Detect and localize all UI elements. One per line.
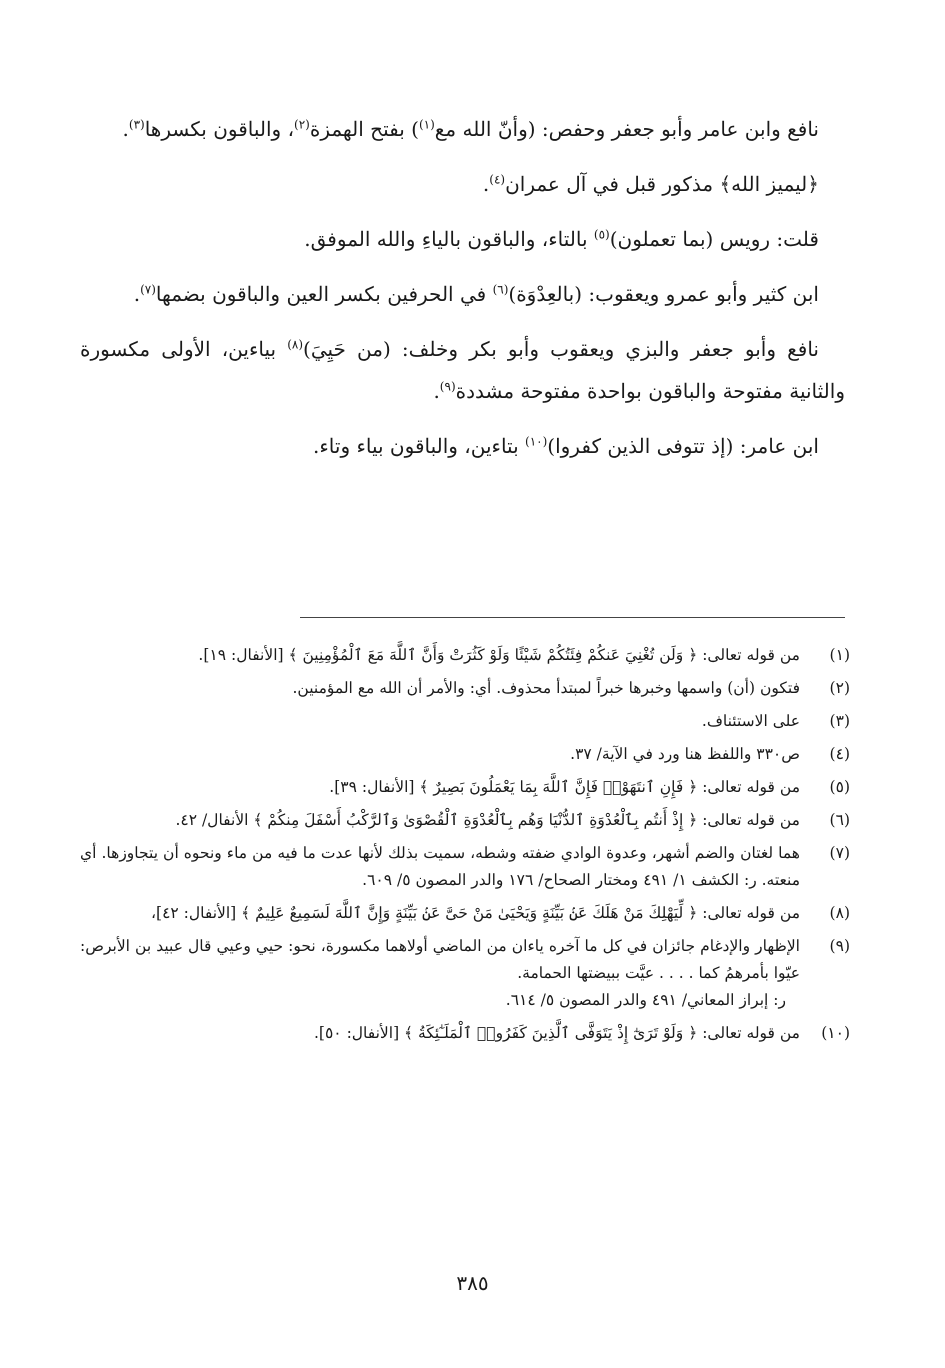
footnote-body [80, 741, 800, 768]
footnote-body [80, 708, 800, 735]
footnote-body [80, 933, 800, 1014]
footnote-ref: (٦) [492, 282, 509, 297]
footnote-ref: (٩) [439, 379, 456, 394]
paragraph-text: ، والباقون بكسرها [144, 117, 295, 141]
footnote-number: (١) [829, 646, 850, 664]
footnote-text: ر: إبراز المعاني/ ٤٩١ والدر المصون ٥/ ٦١٤. [505, 991, 786, 1009]
paragraph-1 [80, 108, 845, 150]
footnote-text: ص٣٣٠ واللفظ هنا ورد في الآية/ ٣٧. [570, 745, 800, 763]
footnote-number: (٢) [829, 679, 850, 697]
footnote-body [80, 1020, 800, 1047]
footnote-text: الإظهار والإدغام جائزان في كل ما آخره ياءان من الماضي أولاهما مكسورة، نحو: حيي وعيي قال عبيد بن الأبرص: عيّوا بأمرهمُ كما . . . . عيَّت ببيضتها الحمامة. [80, 937, 800, 982]
footnote-ref: (٨) [287, 337, 304, 352]
paragraph-text: بياءين، الأولى مكسورة والثانية مفتوحة والباقون بواحدة مفتوحة مشددة [80, 337, 845, 403]
footnote-number: (٣) [829, 712, 850, 730]
footnote-number: (٦) [829, 811, 850, 829]
footnote-number: (٥) [829, 778, 850, 796]
paragraph-text: ) بفتح الهمزة [309, 117, 419, 141]
paragraph-5 [80, 328, 845, 412]
footnote-ref: (٧) [140, 282, 156, 297]
footnote-item [80, 741, 850, 768]
footnote-ref: (١) [418, 117, 435, 132]
footnote-number: (١٠) [821, 1024, 850, 1042]
footnote-item [80, 774, 850, 801]
paragraph-3 [80, 218, 845, 260]
footnote-text: من قوله تعالى: ﴿ لِّيَهْلِكَ مَنْ هَلَكَ عَنۢ بَيِّنَةٍ وَيَحْيَىٰ مَنْ حَىَّ عَنۢ بَيِّنَةٍ وَإِنَّ ٱللَّهَ لَسَمِيعٌ عَلِيمٌ ﴾ [الأنفال: ٤٢]، [151, 904, 800, 922]
footnote-text: من قوله تعالى: ﴿ فَإِنِ ٱنتَهَوْا۟ فَإِنَّ ٱللَّهَ بِمَا يَعْمَلُونَ بَصِيرٌ ﴾ [الأنفال: ٣٩]. [329, 778, 800, 796]
paragraph-text: قلت: رويس (بما تعملون) [609, 227, 819, 251]
footnote-item [80, 1020, 850, 1047]
paragraph-4 [80, 273, 845, 315]
footnote-ref: (٣) [128, 117, 145, 132]
paragraph-2 [80, 163, 845, 205]
paragraph-text: . [122, 117, 129, 141]
footnote-item [80, 933, 850, 1014]
footnote-body [80, 774, 800, 801]
footnote-divider [300, 617, 845, 618]
paragraph-text: نافع وابن عامر وأبو جعفر وحفص: (وأنّ الله مع [434, 117, 819, 141]
footnote-number: (٨) [829, 904, 850, 922]
paragraph-text: . [433, 379, 440, 403]
paragraph-text: نافع وأبو جعفر والبزي ويعقوب وأبو بكر وخلف: (من حَيِيَ) [303, 337, 820, 361]
footnote-item [80, 900, 850, 927]
paragraph-text: ابن عامر: (إذ تتوفى الذين كفروا) [547, 434, 819, 458]
footnote-body [80, 642, 800, 669]
footnote-text: من قوله تعالى: ﴿ إِذْ أَنتُم بِٱلْعُدْوَةِ ٱلدُّنْيَا وَهُم بِٱلْعُدْوَةِ ٱلْقُصْوَىٰ وَٱلرَّكْبُ أَسْفَلَ مِنكُمْ ﴾ الأنفال/ ٤٢. [175, 811, 800, 829]
footnote-item [80, 642, 850, 669]
footnote-body [80, 807, 800, 834]
footnotes [80, 642, 850, 1053]
paragraph-text: بالتاء، والباقون بالياءِ والله الموفق. [304, 227, 594, 251]
footnote-item [80, 807, 850, 834]
footnote-text: على الاستئناف. [701, 712, 800, 730]
paragraph-text: . [133, 282, 141, 306]
paragraph-text: بتاءين، والباقون بياء وتاء. [313, 434, 526, 458]
footnote-number: (٩) [829, 937, 850, 955]
footnote-ref: (٤) [489, 172, 506, 187]
paragraph-text: في الحرفين بكسر العين والباقون بضمها [155, 282, 493, 306]
footnote-text: من قوله تعالى: ﴿ وَلَن تُغْنِيَ عَنكُمْ فِئَتُكُمْ شَيْئًا وَلَوْ كَثُرَتْ وَأَنَّ ٱللَّهَ مَعَ ٱلْمُؤْمِنِينَ ﴾ [الأنفال: ١٩]. [198, 646, 800, 664]
footnote-body [80, 900, 800, 927]
paragraph-text: . [482, 172, 490, 196]
footnote-body [80, 675, 800, 702]
footnote-item [80, 675, 850, 702]
footnote-item [80, 708, 850, 735]
footnote-ref: (٥) [593, 227, 610, 242]
footnote-number: (٤) [829, 745, 850, 763]
footnote-text: فتكون (أن) واسمها وخبرها خبراً لمبتدأ محذوف. أي: والأمر أن الله مع المؤمنين. [292, 679, 800, 697]
paragraph-text: ابن كثير وأبو عمرو ويعقوب: (بالعِدْوَة) [508, 282, 819, 306]
footnote-text: هما لغتان والضم أشهر، وعدوة الوادي ضفته وشطه، سميت بذلك لأنها عدت ما فيه من ماء ونحوه أن يتجاوزها. أي منعته. ر: الكشف ١/ ٤٩١ ومختار الصحاح/ ١٧٦ والدر المصون ٥/ ٦٠٩. [80, 844, 800, 889]
main-text [80, 108, 845, 467]
page-number: ٣٨٥ [456, 1271, 489, 1295]
paragraph-text: ﴿ليميز الله﴾ مذكور قبل في آل عمران [505, 172, 819, 196]
footnote-body [80, 840, 800, 894]
paragraph-6 [80, 425, 845, 467]
footnote-text: من قوله تعالى: ﴿ وَلَوْ تَرَىٰٓ إِذْ يَتَوَفَّى ٱلَّذِينَ كَفَرُوا۟ ٱلْمَلَـٰٓئِكَةُ ﴾ [الأنفال: ٥٠]. [314, 1024, 800, 1042]
footnote-number: (٧) [829, 844, 850, 862]
footnote-ref: (٢) [294, 117, 310, 132]
footnote-item [80, 840, 850, 894]
footnote-ref: (١٠) [525, 434, 548, 449]
